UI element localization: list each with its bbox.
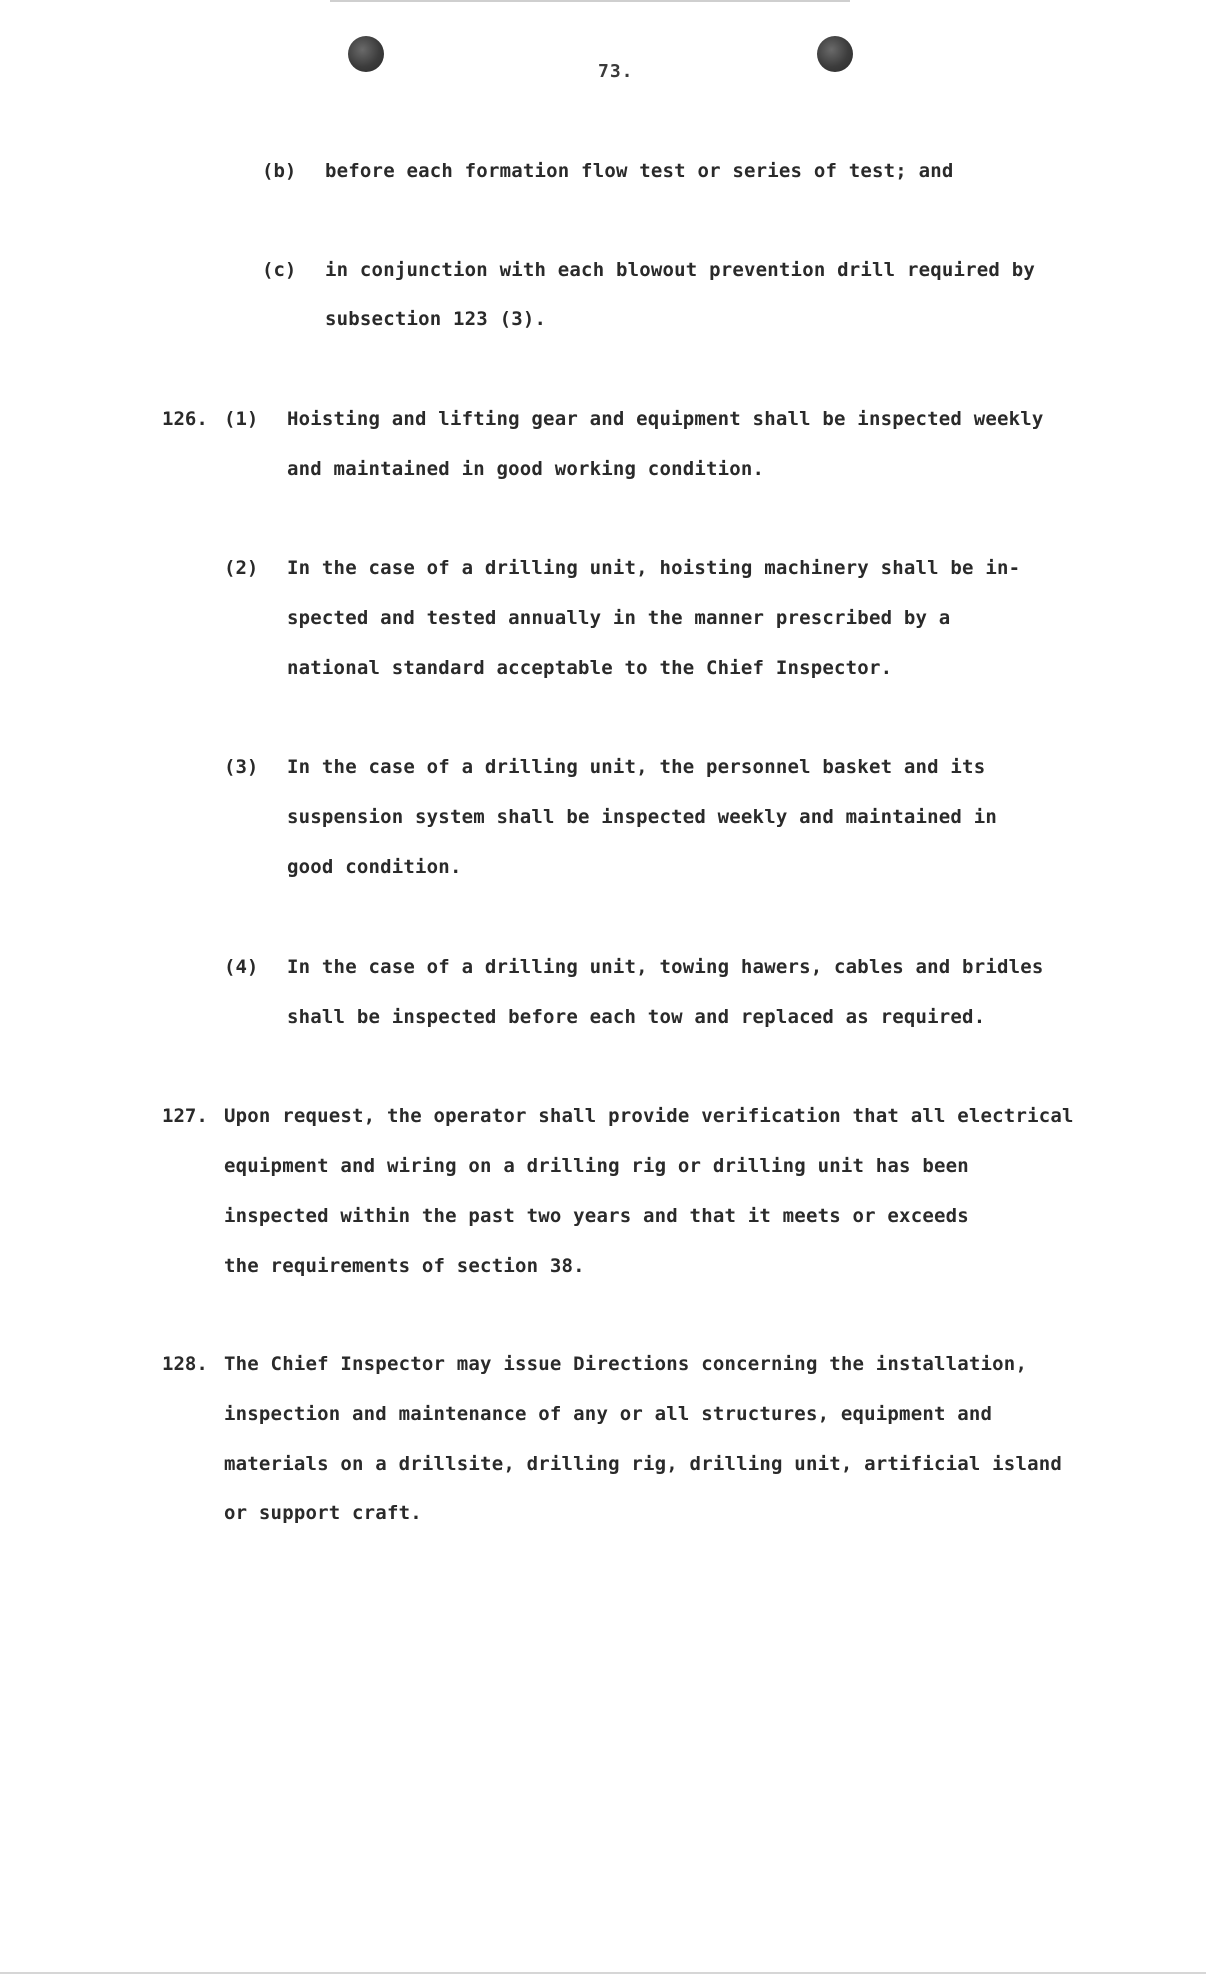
- section-128-line-3: materials on a drillsite, drilling rig, drilling unit, artificial island: [224, 1453, 1063, 1475]
- section-126-3-line-3: good condition.: [287, 856, 462, 878]
- punch-hole-left: [348, 36, 384, 72]
- section-128-number: 128.: [162, 1353, 208, 1375]
- item-c-text-line-2: subsection 123 (3).: [325, 308, 547, 330]
- section-127-line-3: inspected within the past two years and that it meets or exceeds: [224, 1205, 969, 1227]
- section-126-2-line-2: spected and tested annually in the manner prescribed by a: [287, 607, 951, 629]
- section-126-2-label: (2): [224, 557, 259, 579]
- section-126-4-line-1: In the case of a drilling unit, towing hawers, cables and bridles: [287, 956, 1044, 978]
- section-126-4-line-2: shall be inspected before each tow and replaced as required.: [287, 1006, 986, 1028]
- top-edge-line: [330, 0, 850, 2]
- section-127-line-2: equipment and wiring on a drilling rig or drilling unit has been: [224, 1155, 969, 1177]
- item-b-text-line-1: before each formation flow test or series of test; and: [325, 160, 954, 182]
- section-126-4-label: (4): [224, 956, 259, 978]
- section-126-3-label: (3): [224, 756, 259, 778]
- section-126-3-line-1: In the case of a drilling unit, the personnel basket and its: [287, 756, 986, 778]
- item-c-label: (c): [262, 259, 297, 281]
- item-c-text-line-1: in conjunction with each blowout prevention drill required by: [325, 259, 1035, 281]
- bottom-edge-line: [0, 1972, 1206, 1974]
- section-126-1-label: (1): [224, 408, 259, 430]
- section-126-2-line-1: In the case of a drilling unit, hoisting machinery shall be in-: [287, 557, 1021, 579]
- section-127-number: 127.: [162, 1105, 208, 1127]
- section-126-1-line-2: and maintained in good working condition.: [287, 458, 765, 480]
- section-128-line-1: The Chief Inspector may issue Directions concerning the installation,: [224, 1353, 1028, 1375]
- section-126-1-line-1: Hoisting and lifting gear and equipment shall be inspected weekly: [287, 408, 1044, 430]
- page-number: 73.: [598, 61, 634, 82]
- section-126-2-line-3: national standard acceptable to the Chief Inspector.: [287, 657, 893, 679]
- section-127-line-1: Upon request, the operator shall provide verification that all electrical: [224, 1105, 1074, 1127]
- section-128-line-4: or support craft.: [224, 1502, 422, 1524]
- item-b-label: (b): [262, 160, 297, 182]
- section-126-number: 126.: [162, 408, 208, 430]
- punch-hole-right: [817, 36, 853, 72]
- section-128-line-2: inspection and maintenance of any or all structures, equipment and: [224, 1403, 993, 1425]
- section-127-line-4: the requirements of section 38.: [224, 1255, 585, 1277]
- section-126-3-line-2: suspension system shall be inspected weekly and maintained in: [287, 806, 997, 828]
